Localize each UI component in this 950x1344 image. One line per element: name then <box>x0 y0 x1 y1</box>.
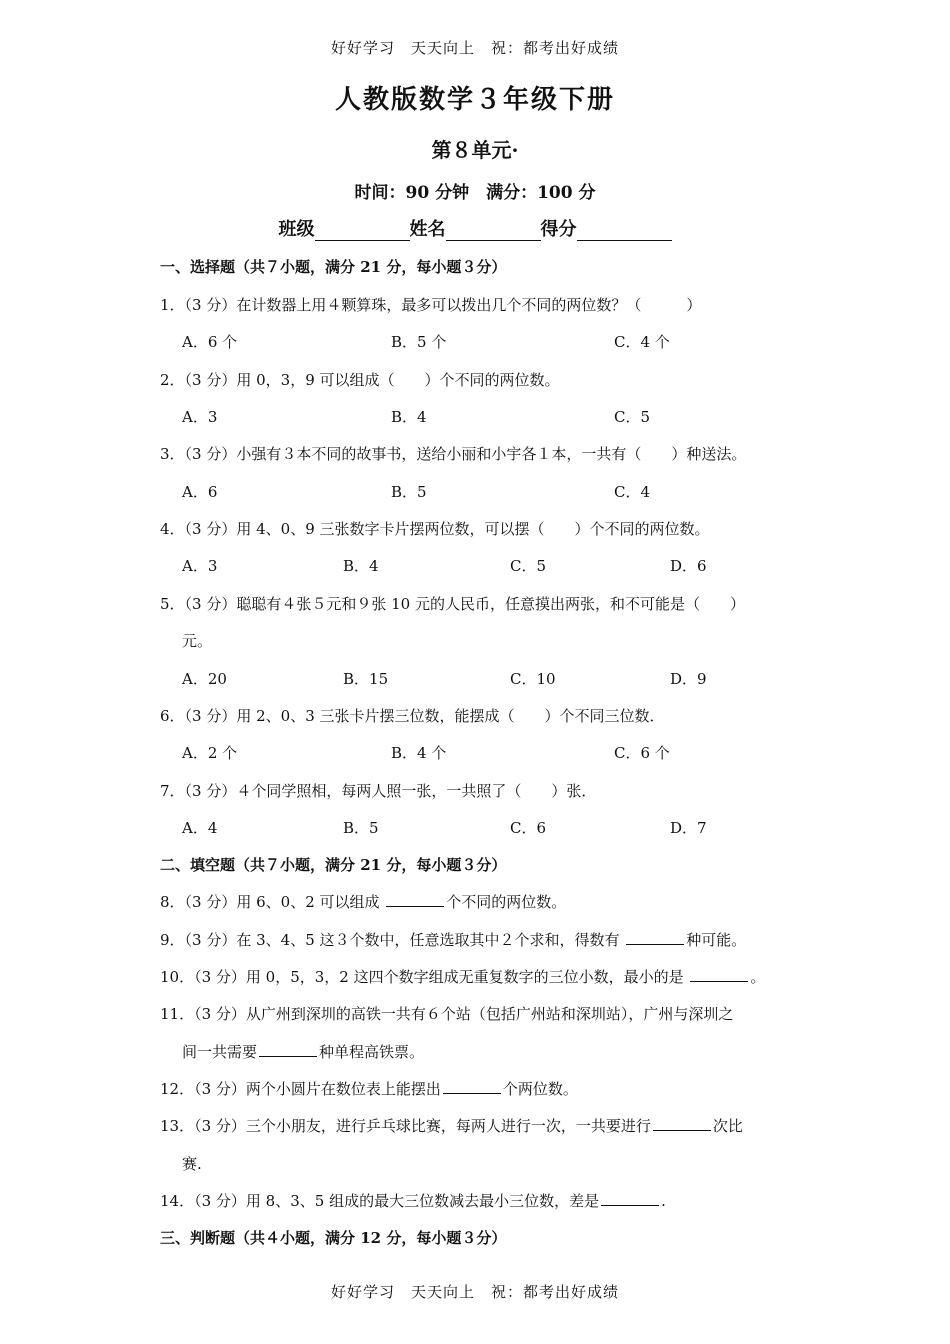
q3-option-c[interactable]: C．4 <box>614 483 651 501</box>
q3-option-a[interactable]: A．6 <box>182 483 218 501</box>
question-2: 2．（3 分）用 0，3，9 可以组成（ ）个不同的两位数。 <box>160 371 560 389</box>
q6-option-b[interactable]: B．4 个 <box>391 744 447 762</box>
class-label: 班级 <box>278 219 315 240</box>
q12-text-after: 个两位数。 <box>502 1080 578 1098</box>
q7-option-a[interactable]: A．4 <box>182 819 218 837</box>
q8-text-after: 个不同的两位数。 <box>446 893 567 911</box>
q9-text-after: 种可能。 <box>686 931 747 949</box>
q8-answer-blank[interactable] <box>386 891 444 907</box>
page-header: 好好学习 天天向上 祝：都考出好成绩 <box>330 39 619 57</box>
page-footer: 好好学习 天天向上 祝：都考出好成绩 <box>330 1283 619 1301</box>
q4-option-a[interactable]: A．3 <box>182 557 218 575</box>
q12-answer-blank[interactable] <box>443 1078 501 1094</box>
question-10 <box>160 966 765 987</box>
question-11: 11．（3 分）从广州到深圳的高铁一共有６个站（包括广州站和深圳站），广州与深圳之 <box>160 1005 734 1023</box>
section-heading-choice: 一、选择题（共７小题，满分 21 分，每小题３分） <box>160 258 507 276</box>
q6-option-a[interactable]: A．2 个 <box>182 744 238 762</box>
q11-text-before: 间一共需要 <box>182 1043 258 1061</box>
time-score-line: 时间：90 分钟 满分：100 分 <box>354 183 596 203</box>
q10-answer-blank[interactable] <box>690 966 748 982</box>
question-6: 6．（3 分）用 2、0、3 三张卡片摆三位数，能摆成（ ）个不同三位数． <box>160 707 665 725</box>
name-label: 姓名 <box>409 219 446 240</box>
section-heading-judge: 三、判断题（共４小题，满分 12 分，每小题３分） <box>160 1229 507 1247</box>
question-5: 5．（3 分）聪聪有４张５元和９张 10 元的人民币，任意摸出两张，和不可能是（ ） <box>160 595 745 613</box>
question-14 <box>160 1190 666 1211</box>
q10-text-after: 。 <box>750 968 766 986</box>
q2-option-a[interactable]: A．3 <box>182 408 218 426</box>
q5-option-d[interactable]: D．9 <box>670 670 707 688</box>
q2-option-c[interactable]: C．5 <box>614 408 651 426</box>
question-9 <box>160 929 746 950</box>
question-5-continued: 元。 <box>182 632 213 650</box>
q11-text-after: 种单程高铁票。 <box>319 1043 425 1061</box>
q3-option-b[interactable]: B．5 <box>391 483 427 501</box>
score-blank[interactable] <box>577 220 672 241</box>
q7-option-c[interactable]: C．6 <box>510 819 547 837</box>
q6-option-c[interactable]: C．6 个 <box>614 744 670 762</box>
q5-option-b[interactable]: B．15 <box>343 670 389 688</box>
q4-option-c[interactable]: C．5 <box>510 557 547 575</box>
q14-answer-blank[interactable] <box>601 1190 659 1206</box>
question-1: 1．（3 分）在计数器上用４颗算珠，最多可以拨出几个不同的两位数？（ ） <box>160 296 702 314</box>
q7-option-b[interactable]: B．5 <box>343 819 379 837</box>
unit-subtitle: 第８单元· <box>431 138 519 162</box>
q4-option-d[interactable]: D．6 <box>670 557 707 575</box>
name-blank[interactable] <box>446 220 541 241</box>
question-13 <box>160 1115 743 1136</box>
class-blank[interactable] <box>315 220 410 241</box>
question-8 <box>160 891 566 912</box>
question-12 <box>160 1078 578 1099</box>
q1-option-c[interactable]: C．4 个 <box>614 333 670 351</box>
question-11-continued <box>182 1041 424 1062</box>
q9-answer-blank[interactable] <box>626 929 684 945</box>
question-3: 3．（3 分）小强有３本不同的故事书，送给小丽和小宇各１本，一共有（ ）种送法。 <box>160 445 747 463</box>
q5-option-a[interactable]: A．20 <box>182 670 227 688</box>
q13-text-after: 次比 <box>712 1117 743 1135</box>
q14-text-before: 14．（3 分）用 8、3、5 组成的最大三位数减去最小三位数，差是 <box>160 1192 600 1210</box>
student-info-line <box>0 215 950 241</box>
question-4: 4．（3 分）用 4、0、9 三张数字卡片摆两位数，可以摆（ ）个不同的两位数。 <box>160 520 710 538</box>
q5-option-c[interactable]: C．10 <box>510 670 556 688</box>
q1-option-b[interactable]: B．5 个 <box>391 333 447 351</box>
question-7: 7．（3 分）４个同学照相，每两人照一张，一共照了（ ）张． <box>160 782 597 800</box>
q13-text-before: 13．（3 分）三个小朋友，进行乒乓球比赛，每两人进行一次，一共要进行 <box>160 1117 651 1135</box>
section-heading-fill: 二、填空题（共７小题，满分 21 分，每小题３分） <box>160 856 507 874</box>
score-label: 得分 <box>540 219 577 240</box>
q12-text-before: 12．（3 分）两个小圆片在数位表上能摆出 <box>160 1080 441 1098</box>
question-13-continued: 赛. <box>182 1155 202 1173</box>
q1-option-a[interactable]: A．6 个 <box>182 333 238 351</box>
q13-answer-blank[interactable] <box>653 1115 711 1131</box>
q8-text-before: 8．（3 分）用 6、0、2 可以组成 <box>160 893 385 911</box>
q2-option-b[interactable]: B．4 <box>391 408 427 426</box>
q14-text-after: . <box>661 1192 666 1210</box>
q11-answer-blank[interactable] <box>259 1041 317 1057</box>
q4-option-b[interactable]: B．4 <box>343 557 379 575</box>
q7-option-d[interactable]: D．7 <box>670 819 707 837</box>
q10-text-before: 10．（3 分）用 0，5，3，2 这四个数字组成无重复数字的三位小数，最小的是 <box>160 968 689 986</box>
page-title: 人教版数学３年级下册 <box>334 85 615 115</box>
q9-text-before: 9．（3 分）在 3、4、5 这３个数中，任意选取其中２个求和，得数有 <box>160 931 625 949</box>
